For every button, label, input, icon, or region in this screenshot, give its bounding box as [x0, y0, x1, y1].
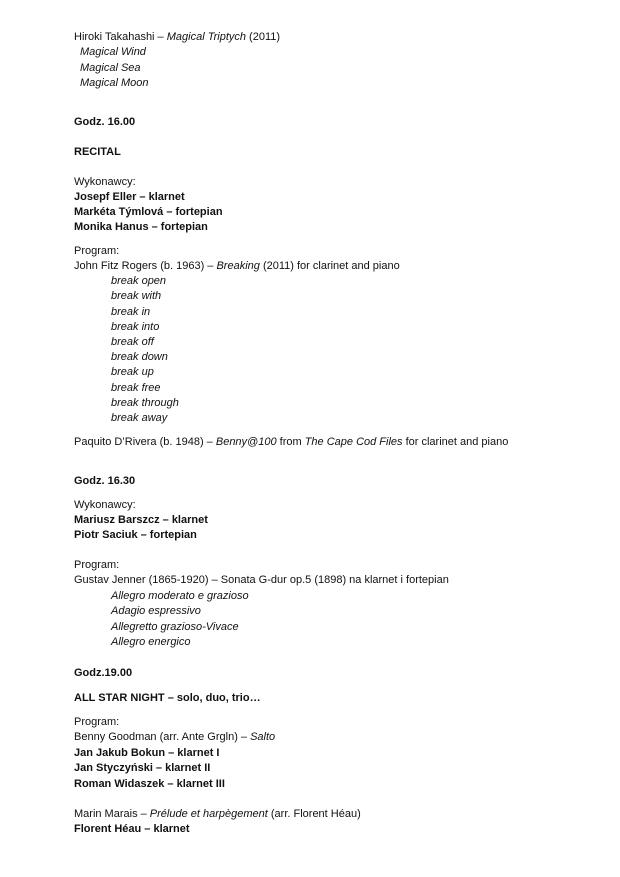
composer-text: Benny Goodman (arr. Ante Grgln) –	[74, 731, 251, 743]
performer: Josepf Eller – klarnet	[74, 191, 185, 203]
performer: Jan Styczyński – klarnet II	[74, 762, 211, 774]
work-line	[74, 807, 361, 822]
movement: break up	[111, 366, 154, 378]
movement: Magical Wind	[80, 46, 146, 58]
section-time: Godz. 16.30	[74, 475, 136, 487]
performer: Mariusz Barszcz – klarnet	[74, 514, 208, 526]
movement: Allegretto grazioso-Vivace	[111, 621, 239, 633]
movement: break away	[111, 412, 168, 424]
work-details: (2011) for clarinet and piano	[259, 260, 400, 272]
performer: Markéta Týmlová – fortepian	[74, 206, 223, 218]
program-label: Program:	[74, 716, 120, 728]
work-line	[74, 435, 508, 450]
movement: Magical Moon	[80, 77, 149, 89]
work-line: Gustav Jenner (1865-1920) – Sonata G-dur op.5 (1898) na klarnet i fortepian	[74, 574, 449, 586]
work-title: Prélude et harpègement	[149, 808, 268, 820]
performer: Roman Widaszek – klarnet III	[74, 778, 225, 790]
performer: Monika Hanus – fortepian	[74, 221, 208, 233]
movement: Allegro moderato e grazioso	[111, 590, 249, 602]
work-title: Magical Triptych	[166, 31, 246, 43]
section-heading: ALL STAR NIGHT – solo, duo, trio…	[74, 692, 261, 704]
work-year: (2011)	[246, 31, 281, 43]
movement: break open	[111, 275, 167, 287]
performers-label: Wykonawcy:	[74, 176, 136, 188]
movement: break with	[111, 290, 162, 302]
section-time: Godz.19.00	[74, 667, 133, 679]
performers-label: Wykonawcy:	[74, 499, 136, 511]
performer: Florent Héau – klarnet	[74, 823, 190, 835]
composer-text: Paquito D’Rivera (b. 1948) –	[74, 436, 216, 448]
movement: break into	[111, 321, 160, 333]
movement: break free	[111, 382, 161, 394]
composer-text: Marin Marais –	[74, 808, 150, 820]
movement: break in	[111, 306, 151, 318]
movement: break off	[111, 336, 154, 348]
work-details: (arr. Florent Héau)	[267, 808, 361, 820]
composer-text: John Fitz Rogers (b. 1963) –	[74, 260, 217, 272]
performer: Piotr Saciuk – fortepian	[74, 529, 197, 541]
movement: break down	[111, 351, 168, 363]
collection-title: The Cape Cod Files	[304, 436, 403, 448]
work-title: Benny@100	[215, 436, 277, 448]
triptych-line	[74, 30, 280, 45]
program-label: Program:	[74, 559, 120, 571]
section-time: Godz. 16.00	[74, 116, 136, 128]
work-line	[74, 730, 275, 745]
performer: Jan Jakub Bokun – klarnet I	[74, 747, 220, 759]
movement: Adagio espressivo	[111, 605, 201, 617]
work-line	[74, 259, 400, 274]
work-details: for clarinet and piano	[402, 436, 509, 448]
movement: break through	[111, 397, 179, 409]
movement: Magical Sea	[80, 62, 141, 74]
work-connector: from	[276, 436, 305, 448]
program-label: Program:	[74, 245, 120, 257]
work-title: Breaking	[216, 260, 260, 272]
section-heading: RECITAL	[74, 146, 121, 158]
composer-text: Hiroki Takahashi –	[74, 31, 167, 43]
movement: Allegro energico	[111, 636, 191, 648]
work-title: Salto	[250, 731, 276, 743]
